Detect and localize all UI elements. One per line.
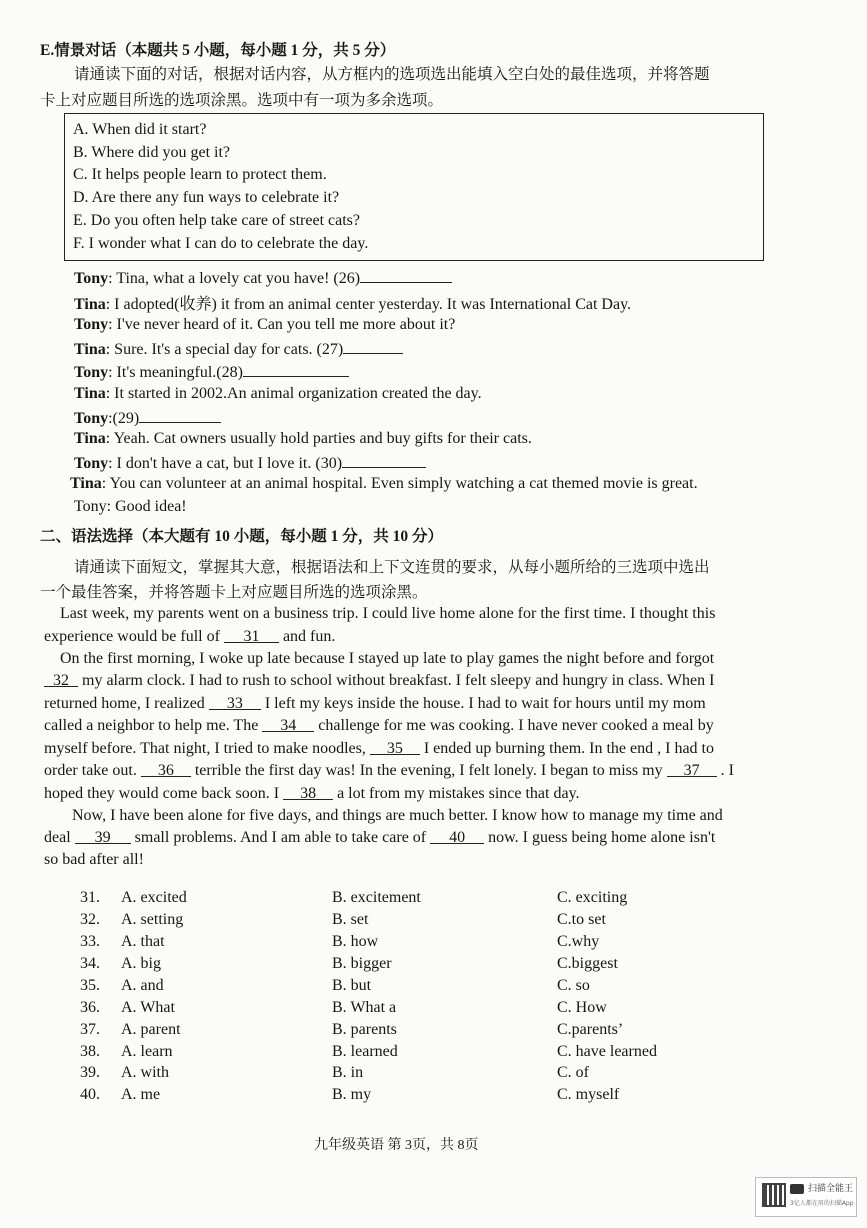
passage-line: returned home, I realized 33 I left my keys inside the house. I had to wait for hours until my mom [44, 695, 706, 712]
section-2-instruction-2: 一个最佳答案，并将答题卡上对应题目所选的选项涂黑。 [40, 584, 428, 601]
qr-code-icon [762, 1183, 786, 1207]
choice-num: 40. [80, 1086, 100, 1103]
section-e-instruction-2: 卡上对应题目所选的选项涂黑。选项中有一项为多余选项。 [40, 92, 444, 109]
choice-c: C.why [557, 933, 600, 950]
choice-num: 39. [80, 1064, 100, 1081]
choice-c: C.to set [557, 911, 606, 928]
choice-a: A. with [121, 1064, 169, 1081]
choice-c: C. myself [557, 1086, 620, 1103]
passage-line: hoped they would come back soon. I 38 a lot from my mistakes since that day. [44, 785, 580, 802]
choice-b: B. my [332, 1086, 372, 1103]
choice-a: A. that [121, 933, 165, 950]
choice-c: C. How [557, 999, 607, 1016]
scanner-tagline: 3亿人都在用的扫描App [790, 1200, 854, 1207]
choice-c: C.biggest [557, 955, 618, 972]
dialogue-line: Tina: Yeah. Cat owners usually hold parties and buy gifts for their cats. [74, 430, 532, 447]
scanner-logo-icon [790, 1184, 804, 1194]
dialogue-line: Tony: I've never heard of it. Can you tell me more about it? [74, 316, 456, 333]
passage-blank: 32 [44, 672, 78, 687]
choice-num: 36. [80, 999, 100, 1016]
passage-line: deal 39 small problems. And I am able to take care of 40 now. I guess being home alone isn't [44, 829, 716, 846]
section-2-instruction: 请通读下面短文，掌握其大意，根据语法和上下文连贯的要求，从每小题所给的三选项中选出 [74, 559, 710, 576]
passage-blank: 39 [75, 829, 131, 844]
choice-a: A. me [121, 1086, 161, 1103]
choice-b: B. but [332, 977, 372, 994]
section-2-heading: 二、语法选择（本大题有 10 小题，每小题 1 分，共 10 分） [40, 528, 444, 545]
page-footer: 九年级英语 第 3页，共 8页 [314, 1138, 479, 1153]
section-e-heading: E.情景对话（本题共 5 小题，每小题 1 分，共 5 分） [40, 42, 396, 59]
passage-blank: 34 [262, 717, 314, 732]
option-c: C. It helps people learn to protect them. [73, 166, 327, 183]
dialogue-line: Tony: It's meaningful.(28) [74, 362, 349, 382]
answer-blank [139, 408, 221, 423]
passage-blank: 38 [283, 785, 333, 800]
section-e-instruction: 请通读下面的对话，根据对话内容，从方框内的选项选出能填入空白处的最佳选项，并将答题 [74, 66, 710, 83]
choice-a: A. big [121, 955, 161, 972]
answer-blank [243, 362, 349, 377]
passage-blank: 37 [667, 762, 717, 777]
passage-line: called a neighbor to help me. The 34 challenge for me was cooking. I have never cooked a meal by [44, 717, 714, 734]
answer-blank [342, 453, 426, 468]
choice-num: 35. [80, 977, 100, 994]
choice-num: 37. [80, 1021, 100, 1038]
choice-num: 38. [80, 1043, 100, 1060]
passage-line: 32 my alarm clock. I had to rush to school without breakfast. I felt sleepy and hungry in class. When I [44, 672, 714, 690]
dialogue-last-line: Tony: Good idea! [74, 498, 187, 515]
choice-b: B. bigger [332, 955, 392, 972]
choice-a: A. setting [121, 911, 184, 928]
dialogue-line: Tony:(29) [74, 408, 221, 428]
passage-line: Last week, my parents went on a business trip. I could live home alone for the first time. I thought this [60, 605, 716, 622]
choice-b: B. how [332, 933, 379, 950]
passage-blank: 33 [209, 695, 261, 710]
dialogue-line: Tina: It started in 2002.An animal organization created the day. [74, 385, 482, 402]
options-box [64, 113, 764, 261]
passage-blank: 40 [430, 829, 484, 844]
answer-blank [360, 268, 452, 283]
answer-blank [343, 339, 403, 354]
passage-line: myself before. That night, I tried to make noodles, 35 I ended up burning them. In the end , I had to [44, 740, 714, 757]
dialogue-line: Tina: Sure. It's a special day for cats. (27) [74, 339, 403, 359]
passage-blank: 31 [224, 628, 279, 643]
dialogue-line: Tony: Tina, what a lovely cat you have! (26) [74, 268, 452, 288]
option-f: F. I wonder what I can do to celebrate the day. [73, 235, 369, 252]
choice-num: 31. [80, 889, 100, 906]
choice-b: B. What a [332, 999, 397, 1016]
choice-b: B. set [332, 911, 369, 928]
choice-num: 33. [80, 933, 100, 950]
choice-c: C. so [557, 977, 590, 994]
option-d: D. Are there any fun ways to celebrate it? [73, 189, 340, 206]
choice-c: C. of [557, 1064, 589, 1081]
choice-a: A. excited [121, 889, 187, 906]
dialogue-line: Tina: You can volunteer at an animal hospital. Even simply watching a cat themed movie is great. [70, 475, 698, 492]
choice-b: B. in [332, 1064, 364, 1081]
dialogue-line: Tina: I adopted(收养) it from an animal center yesterday. It was International Cat Day. [74, 296, 632, 313]
choice-a: A. learn [121, 1043, 173, 1060]
choice-b: B. excitement [332, 889, 421, 906]
passage-line: On the first morning, I woke up late because I stayed up late to play games the night before and forgot [60, 650, 715, 667]
passage-line: so bad after all! [44, 851, 144, 868]
choice-num: 32. [80, 911, 100, 928]
passage-blank: 35 [370, 740, 420, 755]
option-e: E. Do you often help take care of street cats? [73, 212, 360, 229]
dialogue-line: Tony: I don't have a cat, but I love it. (30) [74, 453, 426, 473]
scanner-name: 扫描全能王 [808, 1184, 854, 1194]
option-a: A. When did it start? [73, 121, 207, 138]
passage-line: experience would be full of 31 and fun. [44, 628, 336, 645]
choice-b: B. parents [332, 1021, 397, 1038]
passage-line: Now, I have been alone for five days, and things are much better. I know how to manage my time and [72, 807, 723, 824]
option-b: B. Where did you get it? [73, 144, 230, 161]
choice-a: A. What [121, 999, 175, 1016]
choice-a: A. and [121, 977, 164, 994]
choice-num: 34. [80, 955, 100, 972]
choice-c: C. have learned [557, 1043, 657, 1060]
choice-c: C.parents’ [557, 1021, 624, 1038]
passage-line: order take out. 36 terrible the first day was! In the evening, I felt lonely. I began to miss my 37 . I [44, 762, 734, 779]
choice-b: B. learned [332, 1043, 398, 1060]
passage-blank: 36 [141, 762, 191, 777]
choice-c: C. exciting [557, 889, 628, 906]
choice-a: A. parent [121, 1021, 181, 1038]
